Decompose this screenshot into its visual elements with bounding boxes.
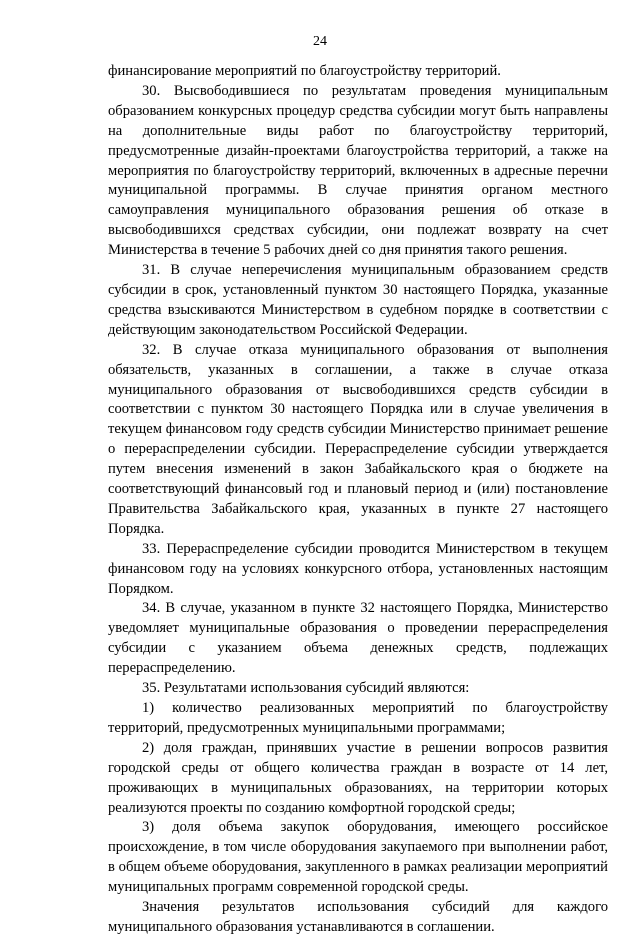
list-item-2: 2) доля граждан, принявших участие в решении вопросов развития городской среды от общего количества граждан в возрасте от 14 лет, проживающих в муниципальных образованиях, на территории которых реализуются проекты по созданию комфортной городской среды; [108,739,608,816]
paragraph-30: 30. Высвободившиеся по результатам проведения муниципальным образованием конкурсных процедур средства субсидии могут быть направлены на дополнительные виды работ по благоустройству территорий, предусмотренные дизайн-проектами благоустройства территорий, а также на мероприятия по благоустройству территорий, включенных в адресные перечни муниципальной программы. В случае принятия органом местного самоуправления муниципального образования решения об отказе в высвободившихся средствах субсидии, они подлежат возврату на счет Министерства в течение 5 рабочих дней со дня принятия такого решения. [108,82,608,259]
paragraph-continuation: финансирование мероприятий по благоустройству территорий. [108,63,501,79]
page-number: 24 [313,34,327,49]
paragraph-33: 33. Перераспределение субсидии проводится Министерством в текущем финансовом году на условиях конкурсного отбора, установленных настоящим Порядком. [108,540,608,597]
paragraph-31: 31. В случае неперечисления муниципальным образованием средств субсидии в срок, установленный пунктом 30 настоящего Порядка, указанные средства взыскиваются Министерством в судебном порядке в соответствии с действующим законодательством Российской Федерации. [108,262,608,338]
paragraph-35: 35. Результатами использования субсидий являются: [142,680,470,697]
list-item-3: 3) доля объема закупок оборудования, имеющего российское происхождение, в том числе оборудования закупаемого при выполнении работ, в общем объеме оборудования, закупленного в рамках реализации мероприятий муниципальных программ современной городской среды. [108,819,608,896]
paragraph-34: 34. В случае, указанном в пункте 32 настоящего Порядка, Министерство уведомляет муниципальные образования о проведении перераспределения субсидии с указанием объема денежных средств, подлежащих перераспределению. [108,600,608,677]
paragraph-32: 32. В случае отказа муниципального образования от выполнения обязательств, указанных в соглашении, а также в случае отказа муниципального образования от высвободившихся средств субсидии в соответствии с пунктом 30 настоящего Порядка или в случае увеличения в текущем финансовом году средств субсидии Министерство принимает решение о перераспределении субсидии. Перераспределение субсидии утверждается путем внесения изменений в закон Забайкальского края о бюджете на соответствующий финансовый год и плановый период и (или) постановление Правительства Забайкальского края, указанных в пункте 27 настоящего Порядка. [108,341,608,537]
document-body [108,62,608,938]
paragraph-final: Значения результатов использования субсидий для каждого муниципального образования устанавливаются в соглашении. [108,899,608,935]
list-item-1: 1) количество реализованных мероприятий по благоустройству территорий, предусмотренных муниципальными программами; [108,700,608,736]
